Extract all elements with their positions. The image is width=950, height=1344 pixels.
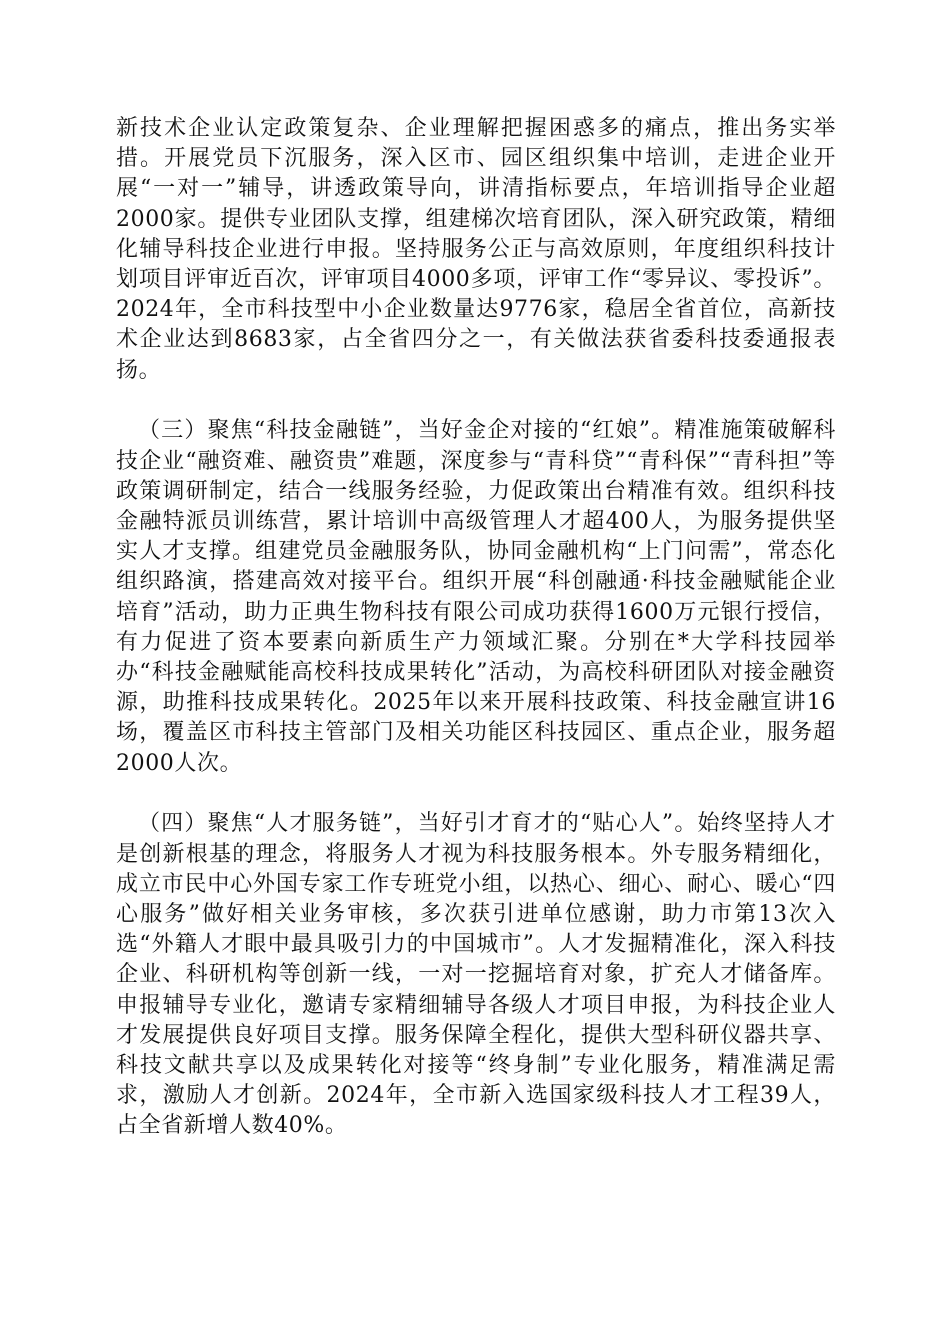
- paragraph-2: （三）聚焦“科技金融链”，当好金企对接的“红娘”。精准施策破解科技企业“融资难、融资贵”难题，深度参与“青科贷”“青科保”“青科担”等政策调研制定，结合一线服务经验，力促政策出台精准有效。组织科技金融特派员训练营，累计培训中高级管理人才超400人，为服务提供坚实人才支撑。组建党员金融服务队，协同金融机构“上门问需”，常态化组织路演，搭建高效对接平台。组织开展“科创融通·科技金融赋能企业培育”活动，助力正典生物科技有限公司成功获得1600万元银行授信，有力促进了资本要素向新质生产力领域汇聚。分别在*大学科技园举办“科技金融赋能高校科技成果转化”活动，为高校科研团队对接金融资源，助推科技成果转化。2025年以来开展科技政策、科技金融宣讲16场，覆盖区市科技主管部门及相关功能区科技园区、重点企业，服务超2000人次。: [116, 418, 836, 776]
- paragraph-3: （四）聚焦“人才服务链”，当好引才育才的“贴心人”。始终坚持人才是创新根基的理念，将服务人才视为科技服务根本。外专服务精细化，成立市民中心外国专家工作专班党小组，以热心、细心、耐心、暖心“四心服务”做好相关业务审核，多次获引进单位感谢，助力市第13次入选“外籍人才眼中最具吸引力的中国城市”。人才发掘精准化，深入科技企业、科研机构等创新一线，一对一挖掘培育对象，扩充人才储备库。申报辅导专业化，邀请专家精细辅导各级人才项目申报，为科技企业人才发展提供良好项目支撑。服务保障全程化，提供大型科研仪器共享、科技文献共享以及成果转化对接等“终身制”专业化服务，精准满足需求，激励人才创新。2024年，全市新入选国家级科技人才工程39人，占全省新增人数40%。: [116, 811, 836, 1139]
- paragraph-1: 新技术企业认定政策复杂、企业理解把握困惑多的痛点，推出务实举措。开展党员下沉服务，深入区市、园区组织集中培训，走进企业开展“一对一”辅导，讲透政策导向，讲清指标要点，年培训指导企业超2000家。提供专业团队支撑，组建梯次培育团队，深入研究政策，精细化辅导科技企业进行申报。坚持服务公正与高效原则，年度组织科技计划项目评审近百次，评审项目4000多项，评审工作“零异议、零投诉”。2024年，全市科技型中小企业数量达9776家，稳居全省首位，高新技术企业达到8683家，占全省四分之一，有关做法获省委科技委通报表扬。: [116, 116, 836, 383]
- document-body: [116, 114, 836, 1142]
